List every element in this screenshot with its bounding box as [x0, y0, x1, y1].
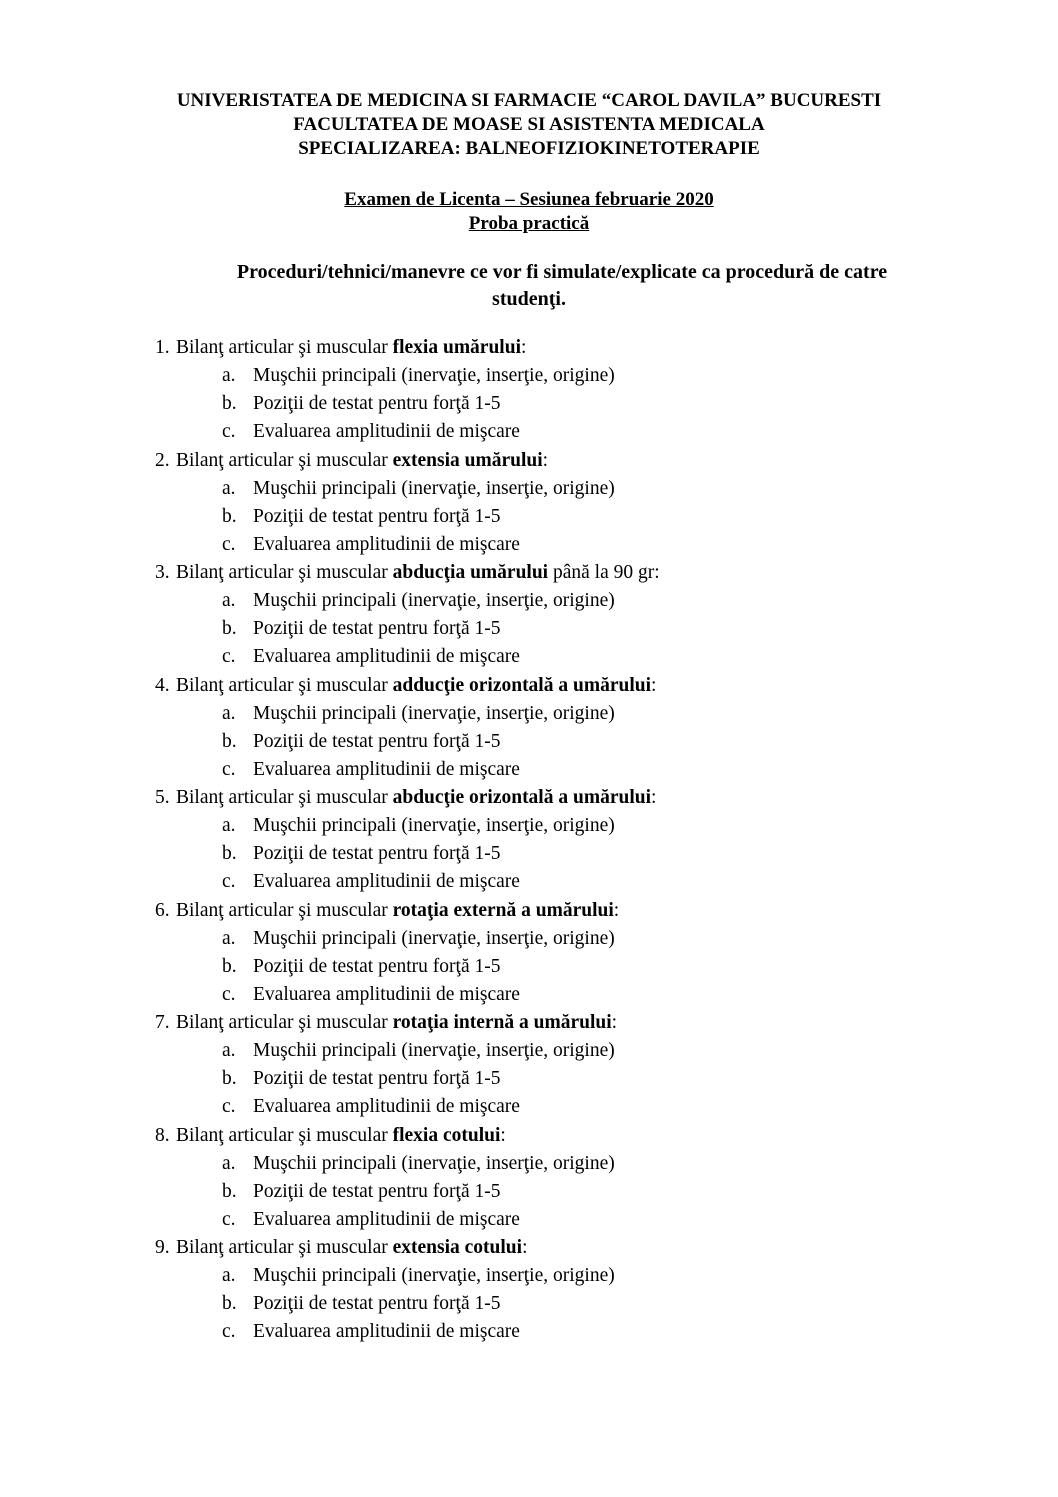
sub-item-letter: a.: [222, 477, 236, 499]
item-topic: extensia umărului: [392, 449, 543, 471]
item-topic: rotaţia internă a umărului: [392, 1012, 612, 1033]
sub-item-text: Poziţii de testat pentru forţă 1-5: [253, 393, 501, 415]
item-suffix: :: [522, 1237, 528, 1258]
item-text: [176, 1122, 506, 1150]
item-prefix: Bilanţ articular şi muscular: [176, 337, 393, 358]
item-topic: flexia umărului: [392, 337, 521, 358]
item-number: 2.: [155, 449, 170, 471]
sub-item-letter: a.: [222, 927, 236, 949]
sub-item-text: Muşchii principali (inervaţie, inserţie, origine): [253, 1265, 615, 1287]
item-text: [176, 1234, 528, 1262]
sub-item-text: Evaluarea amplitudinii de mişcare: [253, 1208, 520, 1230]
item-number: 8.: [155, 1124, 170, 1146]
sub-item-text: Poziţii de testat pentru forţă 1-5: [253, 618, 501, 640]
item-text: [176, 1009, 617, 1037]
sub-item-letter: a.: [222, 1040, 236, 1062]
faculty-name: FACULTATEA DE MOASE SI ASISTENTA MEDICALA: [293, 114, 765, 135]
sub-item-text: Evaluarea amplitudinii de mişcare: [253, 1096, 520, 1118]
item-text: [176, 334, 526, 362]
item-suffix: până la 90 gr:: [548, 562, 660, 583]
item-topic: abducţie orizontală a umărului: [392, 787, 651, 808]
sub-item-text: Poziţii de testat pentru forţă 1-5: [253, 505, 501, 527]
sub-item-text: Evaluarea amplitudinii de mişcare: [253, 1321, 520, 1343]
item-text: [176, 897, 619, 925]
exam-title: Examen de Licenta – Sesiunea februarie 2020: [344, 189, 714, 210]
sub-item-letter: c.: [222, 1096, 236, 1118]
item-text: [176, 559, 660, 587]
exam-header: [0, 188, 1058, 236]
item-prefix: Bilanţ articular şi muscular: [176, 787, 393, 808]
sub-item-text: Poziţii de testat pentru forţă 1-5: [253, 1293, 501, 1315]
item-number: 4.: [155, 674, 170, 696]
sub-item-text: Muşchii principali (inervaţie, inserţie, origine): [253, 927, 615, 949]
sub-item-text: Muşchii principali (inervaţie, inserţie, origine): [253, 477, 615, 499]
sub-item-letter: b.: [222, 1180, 237, 1202]
sub-item-text: Muşchii principali (inervaţie, inserţie, origine): [253, 1040, 615, 1062]
sub-item-letter: c.: [222, 1208, 236, 1230]
sub-item-letter: a.: [222, 1265, 236, 1287]
item-number: 7.: [155, 1012, 170, 1033]
sub-item-text: Muşchii principali (inervaţie, inserţie, origine): [253, 365, 615, 387]
sub-item-letter: c.: [222, 758, 236, 780]
sub-item-letter: a.: [222, 590, 236, 612]
item-prefix: Bilanţ articular şi muscular: [176, 449, 393, 471]
item-number: 5.: [155, 787, 170, 808]
sub-item-text: Poziţii de testat pentru forţă 1-5: [253, 843, 501, 865]
sub-item-text: Poziţii de testat pentru forţă 1-5: [253, 1068, 501, 1090]
sub-item-text: Evaluarea amplitudinii de mişcare: [253, 871, 520, 893]
item-suffix: :: [651, 674, 657, 696]
specialization: SPECIALIZAREA: BALNEOFIZIOKINETOTERAPIE: [298, 138, 760, 159]
sub-item-text: Muşchii principali (inervaţie, inserţie, origine): [253, 702, 615, 724]
sub-item-letter: a.: [222, 702, 236, 724]
sub-item-text: Poziţii de testat pentru forţă 1-5: [253, 1180, 501, 1202]
item-topic: adducţie orizontală a umărului: [392, 674, 651, 696]
sub-item-letter: c.: [222, 871, 236, 893]
item-suffix: :: [651, 787, 657, 808]
sub-item-letter: b.: [222, 1068, 237, 1090]
item-topic: rotaţia externă a umărului: [392, 899, 614, 921]
item-prefix: Bilanţ articular şi muscular: [176, 899, 393, 921]
sub-item-letter: c.: [222, 421, 236, 443]
sub-item-letter: b.: [222, 955, 237, 977]
sub-item-letter: b.: [222, 618, 237, 640]
sub-item-text: Evaluarea amplitudinii de mişcare: [253, 533, 520, 555]
item-number: 9.: [155, 1237, 170, 1258]
item-prefix: Bilanţ articular şi muscular: [176, 1124, 393, 1146]
item-prefix: Bilanţ articular şi muscular: [176, 562, 393, 583]
sub-item-letter: b.: [222, 843, 237, 865]
sub-item-letter: b.: [222, 1293, 237, 1315]
item-topic: abducţia umărului: [392, 562, 549, 583]
item-text: [176, 784, 656, 812]
sub-item-text: Evaluarea amplitudinii de mişcare: [253, 646, 520, 668]
item-prefix: Bilanţ articular şi muscular: [176, 1237, 393, 1258]
item-topic: flexia cotului: [392, 1124, 501, 1146]
sub-item-text: Evaluarea amplitudinii de mişcare: [253, 758, 520, 780]
item-suffix: :: [542, 449, 549, 471]
item-suffix: :: [521, 337, 527, 358]
sub-item-letter: c.: [222, 646, 236, 668]
item-text: [176, 447, 548, 475]
sub-item-text: Evaluarea amplitudinii de mişcare: [253, 421, 520, 443]
exam-subtitle: Proba practică: [468, 213, 590, 234]
sub-item-letter: a.: [222, 365, 236, 387]
sub-item-letter: a.: [222, 815, 236, 837]
sub-item-text: Muşchii principali (inervaţie, inserţie, origine): [253, 815, 615, 837]
item-prefix: Bilanţ articular şi muscular: [176, 674, 393, 696]
institution-header: [0, 89, 1058, 161]
item-suffix: :: [613, 899, 620, 921]
sub-item-letter: b.: [222, 730, 237, 752]
sub-item-letter: b.: [222, 505, 237, 527]
sub-item-text: Muşchii principali (inervaţie, inserţie, origine): [253, 1152, 615, 1174]
sub-item-text: Evaluarea amplitudinii de mişcare: [253, 983, 520, 1005]
intro-text: Proceduri/tehnici/manevre ce vor fi simulate/explicate ca procedură de catre studenţi.: [236, 261, 888, 310]
item-number: 1.: [155, 337, 170, 358]
item-suffix: :: [611, 1012, 618, 1033]
item-number: 6.: [155, 899, 170, 921]
item-text: [176, 672, 656, 700]
sub-item-letter: b.: [222, 393, 237, 415]
sub-item-text: Poziţii de testat pentru forţă 1-5: [253, 730, 501, 752]
sub-item-letter: c.: [222, 533, 236, 555]
item-topic: extensia cotului: [392, 1237, 523, 1258]
sub-item-letter: c.: [222, 1321, 236, 1343]
university-name: UNIVERISTATEA DE MEDICINA SI FARMACIE “CAROL DAVILA” BUCURESTI: [176, 90, 882, 111]
sub-item-letter: c.: [222, 983, 236, 1005]
sub-item-text: Poziţii de testat pentru forţă 1-5: [253, 955, 501, 977]
sub-item-text: Muşchii principali (inervaţie, inserţie, origine): [253, 590, 615, 612]
item-suffix: :: [500, 1124, 506, 1146]
item-prefix: Bilanţ articular şi muscular: [176, 1012, 393, 1033]
sub-item-letter: a.: [222, 1152, 236, 1174]
item-number: 3.: [155, 562, 170, 583]
